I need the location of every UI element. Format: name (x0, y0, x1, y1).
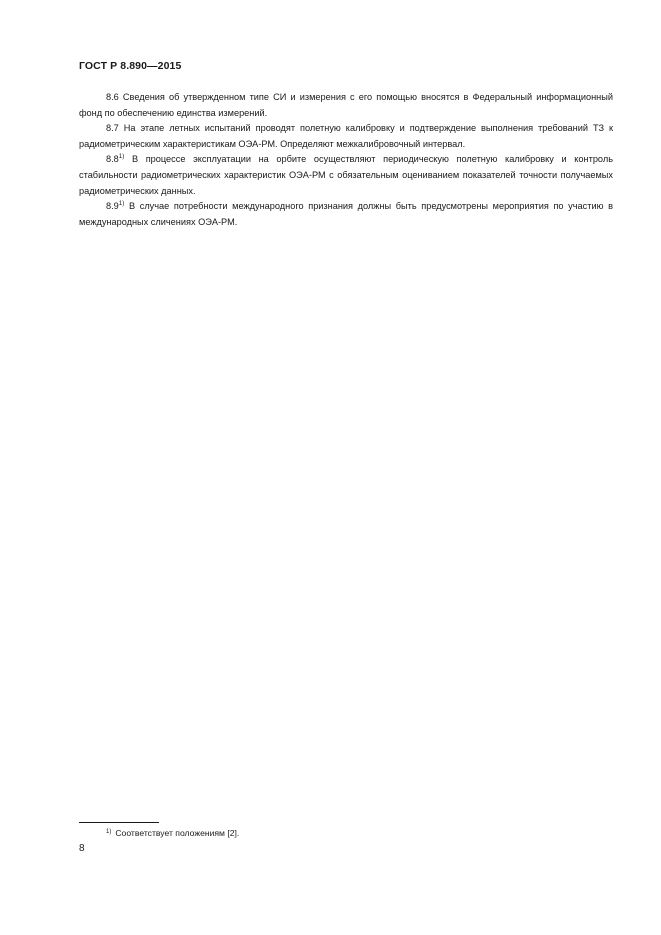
page-number: 8 (79, 843, 85, 854)
footnote-marker: 1) (106, 829, 112, 835)
footnote-reference: 1) (118, 153, 125, 161)
paragraph-text: На этапе летных испытаний проводят полетную калибровку и подтверждение выполнения требований ТЗ к радиометрическим характеристикам ОЭА-РМ. Определяют межкалибровочный интервал. (79, 123, 614, 149)
footnote-separator (79, 822, 159, 823)
footnote-reference: 1) (118, 200, 125, 208)
document-header: ГОСТ Р 8.890—2015 (79, 60, 182, 72)
paragraph-8-7 (79, 121, 613, 152)
paragraph-8-8 (79, 152, 613, 199)
paragraph-number: 8.9 (106, 201, 119, 212)
paragraph-8-6 (79, 90, 613, 121)
paragraph-number: 8.6 (106, 92, 119, 102)
paragraph-text: Сведения об утвержденном типе СИ и измерения с его помощью вносятся в Федеральный информационный фонд по обеспечению единства измерений. (79, 92, 613, 118)
footnote (106, 827, 239, 839)
paragraph-number: 8.7 (106, 123, 119, 134)
paragraph-number: 8.8 (106, 154, 119, 165)
paragraph-text: В случае потребности международного признания должны быть предусмотрены мероприятия по участию в международных сличениях ОЭА-РМ. (79, 201, 614, 227)
footnote-text: Соответствует положениям [2]. (115, 828, 240, 838)
paragraph-8-9 (79, 199, 613, 230)
paragraph-text: В процессе эксплуатации на орбите осуществляют периодическую полетную калибровку и контроль стабильности радиометрических характеристик ОЭА-РМ с обязательным оцениванием показателей точности получаемых радиометрических данных. (79, 154, 613, 196)
document-body (79, 90, 613, 230)
